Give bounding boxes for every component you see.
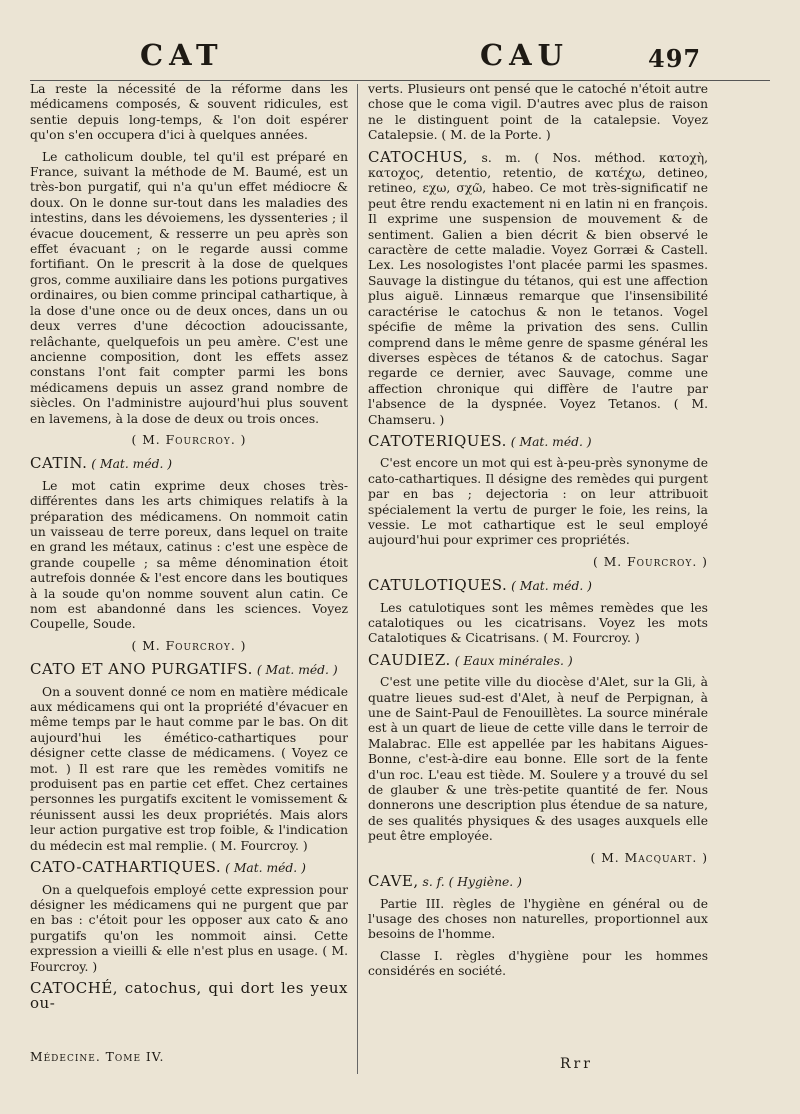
category-caudiez: ( Eaux minérales. ) [454,653,573,668]
text-cave-class: Classe I. règles d'hygiène pour les hommes considérés en société. [368,948,708,979]
text-caudiez: C'est une petite ville du diocèse d'Alet, sur la Gli, à quatre lieues sud-est d'Alet, à neuf de Perpignan, à une de Saint-Paul de Fenouillètes. La source minérale est à un quart de lieue de cette ville dans le terroir de Malabrac. Elle est appellée par les habitans Aigues-Bonne, c'est-à-dire eau bonne. Elle sort de la fente d'un roc. L'eau est tiède. M. Soulere y a trouvé du sel de glauber & une très-petite quantité de fer. Nous donnerons une description plus étendue de sa nature, de ses qualités physiques & des usages auxquels elle peut être employée. [368,675,708,844]
text-cato-ano: On a souvent donné ce nom en matière médicale aux médicamens qui ont la propriété d'évacuer en même temps par le haut comme par le bas. On dit aujourd'hui les émético-cathartiques pour désigner cette classe de médicamens. ( Voyez ce mot. ) Il est rare que les remèdes vomitifs ne produisent pas en partie cet effet. Chez certaines personnes les purgatifs excitent le vomissement & réunissent aussi les deux propriétés. Mais alors leur action purgative est trop foible, & l'indication du médecin est mal remplie. ( M. Fourcroy. ) [30,684,348,853]
entry-cato-ano [30,662,348,678]
header-rule [30,80,770,81]
headword-cato-cathartiques: CATO-CATHARTIQUES. [30,858,222,877]
text-cave-part: Partie III. règles de l'hygiène en général ou de l'usage des choses non naturelles, proportionnel aux besoins de l'homme. [368,896,708,942]
headword-catochus: CATOCHUS, [368,147,469,166]
category-catulotiques: ( Mat. méd. ) [511,579,592,594]
headword-catin: CATIN. [30,454,88,473]
page-number: 497 [648,44,702,73]
running-head-left: CAT [140,38,224,72]
entry-catochus [368,147,708,428]
category-cato-cathartiques: ( Mat. méd. ) [225,861,306,876]
headword-cave: CAVE, [368,872,419,891]
author-signature: ( M. Fourcroy. ) [131,638,247,653]
entry-catoteriques [368,431,708,450]
headword-cato-ano: CATO ET ANO PURGATIFS. [30,660,253,679]
column-divider [357,84,358,1074]
right-column [368,82,708,986]
running-head-center: CAU [480,38,569,72]
text-catulotiques: Les catulotiques sont les mêmes remèdes que les catalotiques ou les cicatrisans. Voyez les mots Catalotiques & Cicatrisans. ( M. Fourcroy. ) [368,600,708,646]
author-signature: ( M. Fourcroy. ) [593,554,708,569]
text-catochus: s. m. ( Nos. méthod. κατοχὴ, κατοχος, detentio, retentio, de κατέχω, detineo, retineo, εχω, σχῶ, habeo. Ce mot très-significatif ne peut être rendu exactement ni en latin ni en françois. Il exprime une suspension de mouvement & de sentiment. Galien a bien décrit & bien observé le caractère de cette maladie. Voyez Gorræi & Castell. Lex. Les nosologistes l'ont placée parmi les spasmes. Sauvage la distingue du tétanos, qui est une affection plus aiguë. Linnæus remarque que l'insensibilité caractérise le catochus & non le tetanos. Vogel spécifie de même la privation des sens. Cullin comprend dans le même genre de spasme général les diverses espèces de tétanos & de catochus. Sagar regarde ce dernier, avec Sauvage, comme une affection chronique qui diffère de l'autre par l'absence de la dyspnée. Voyez Tetanos. ( M. Chamseru. ) [368,150,708,427]
category-cave: s. f. ( Hygiène. ) [422,875,522,890]
entry-catin [30,456,348,472]
text-cato-cathartiques: On a quelquefois employé cette expression pour désigner les médicamens qui ne purgent que par en bas : c'étoit pour les opposer aux cato & ano purgatifs qu'on les nommoit ainsi. Cette expression a vieilli & elle n'est plus en usage. ( M. Fourcroy. ) [30,882,348,974]
entry-caudiez [368,650,708,669]
entry-catulotiques [368,578,708,594]
author-signature: ( M. Macquart. ) [590,850,708,865]
entry-cave [368,874,708,890]
text-catin: Le mot catin exprime deux choses très-différentes dans les arts chimiques relatifs à la préparation des médicamens. On nommoit catin un vaisseau de terre poreux, dans lequel on traite en grand les métaux, catinus : c'est une espèce de grande coupelle ; sa même dénomination étoit autrefois donnée & l'est encore dans les boutiques à la soude qu'on nomme souvent alun catin. Ce nom est abandonné dans les sciences. Voyez Coupelle, Soude. [30,478,348,632]
category-cato-ano: ( Mat. méd. ) [256,663,338,678]
signature-mark: Rrr [560,1056,593,1072]
footer-volume: Médecine. Tome IV. [30,1050,165,1064]
text-catoche-cont: verts. Plusieurs ont pensé que le catoché n'étoit autre chose que le coma vigil. D'autres avec plus de raison ne le distinguent point de la catalepsie. Voyez Catalepsie. ( M. de la Porte. ) [368,82,708,143]
headword-catulotiques: CATULOTIQUES. [368,576,508,595]
category-catin: ( Mat. méd. ) [91,457,173,472]
headword-catoteriques: CATOTERIQUES. [368,431,507,450]
author-signature: ( M. Fourcroy. ) [131,432,247,447]
paragraph-catholicum: Le catholicum double, tel qu'il est préparé en France, suivant la méthode de M. Baumé, est un très-bon purgatif, qui n'a qu'un effet médiocre & doux. On le donne sur-tout dans les maladies des intestins, dans les dévoiemens, les dyssenteries ; il évacue doucement, & resserre un peu après son effet évacuant ; on le regarde aussi comme fortifiant. On le prescrit à la dose de quelques gros, comme auxiliaire dans les potions purgatives ordinaires, ou bien comme principal cathartique, à la dose d'une once ou de deux onces, dans un ou deux verres d'une décoction adoucissante, relâchante, quelquefois un peu amère. C'est une ancienne composition, dont les effets assez constans l'ont fait compter parmi les bons médicamens depuis un assez grand nombre de siècles. On l'administre aujourd'hui plus souvent en lavemens, à la dose de deux ou trois onces. [30,149,348,426]
headword-caudiez: CAUDIEZ. [368,650,451,669]
entry-cato-cathartiques [30,860,348,876]
entry-catoche: CATOCHÉ, catochus, qui dort les yeux ou- [30,978,348,1013]
paragraph-reform: La reste la nécessité de la réforme dans les médicamens composés, & souvent ridicules, est sentie depuis long-temps, & l'on doit espérer qu'on s'en occupera d'ici à quelques années. [30,82,348,143]
category-catoteriques: ( Mat. méd. ) [510,434,592,449]
text-catoteriques: C'est encore un mot qui est à-peu-près synonyme de cato-cathartiques. Il désigne des remèdes qui purgent par en bas ; dejectoria : on leur attribuoit spécialement la vertu de purger le foie, les reins, la vessie. Le mot cathartique est le seul employé aujourd'hui pour exprimer ces propriétés. [368,456,708,548]
left-column [30,82,348,1018]
